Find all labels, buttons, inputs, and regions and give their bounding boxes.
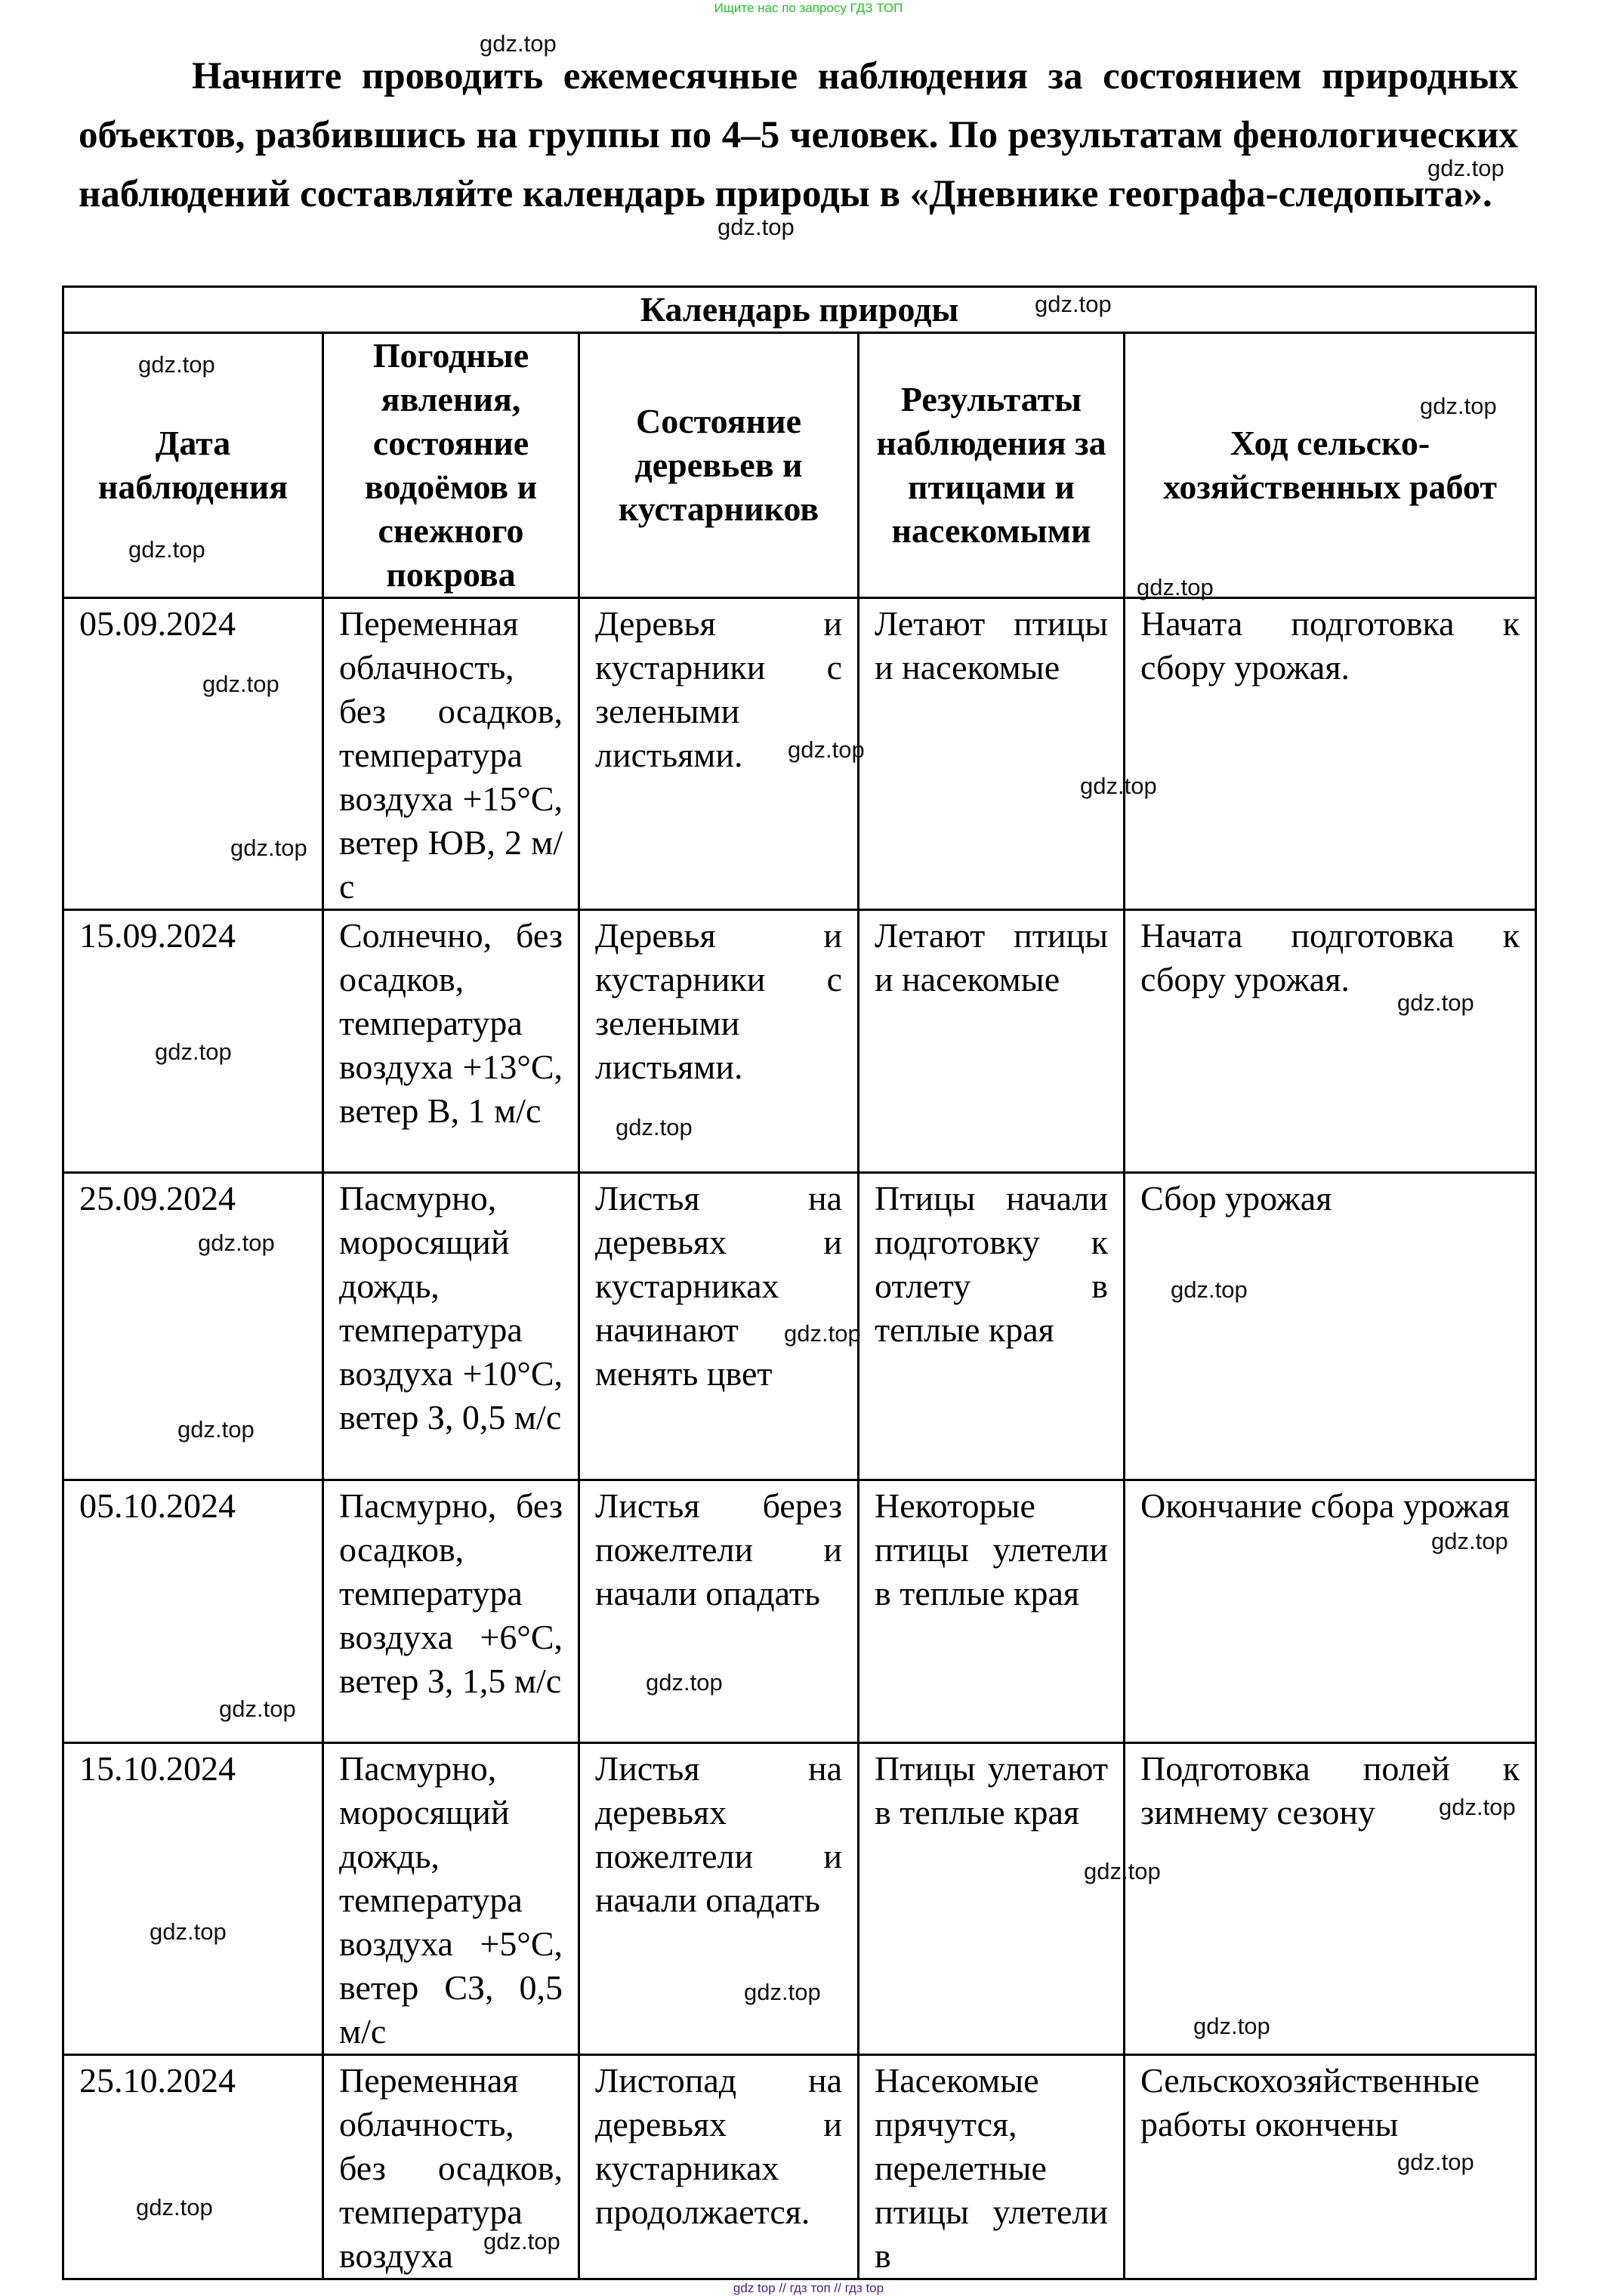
cell-birds bbox=[859, 1743, 1125, 2055]
cell-text: Пасмурно, моросящий дождь, температура воздуха +10°C, ветер З, 0,5 м/с bbox=[339, 1179, 563, 1437]
watermark: gdz.top bbox=[1397, 2149, 1474, 2175]
cell-text: Окончание сбора урожая bbox=[1140, 1486, 1511, 1525]
watermark: gdz.top bbox=[1427, 155, 1504, 181]
watermark: gdz.top bbox=[1035, 291, 1112, 317]
cell-text: Листья на деревьях и кустарниках начинают менять цвет bbox=[595, 1179, 842, 1393]
cell-birds bbox=[859, 910, 1125, 1173]
watermark: gdz.top bbox=[1193, 2013, 1270, 2039]
watermark: gdz.top bbox=[150, 1918, 227, 1945]
cell-text: 05.09.2024 bbox=[79, 604, 236, 643]
cell-birds bbox=[859, 1173, 1125, 1480]
cell-text: Сбор урожая bbox=[1140, 1179, 1332, 1217]
cell-weather bbox=[323, 598, 579, 910]
cell-text: Сельскохозяйственные работы окончены bbox=[1140, 2061, 1480, 2143]
cell-text: Листья на деревьях пожелтели и начали опадать bbox=[595, 1749, 842, 1919]
watermark: gdz.top bbox=[717, 214, 795, 240]
watermark: gdz.top bbox=[128, 536, 205, 563]
cell-text: Летают птицы и насекомые bbox=[875, 604, 1108, 687]
header-date: Дата наблюдения bbox=[63, 333, 323, 598]
cell-trees bbox=[579, 2055, 859, 2279]
watermark: gdz.top bbox=[177, 1416, 255, 1443]
header-weather: Погодные явления, состояние водоёмов и снежного покрова bbox=[323, 333, 579, 598]
search-banner[interactable]: Ищите нас по запросу ГДЗ ТОП bbox=[714, 1, 903, 15]
cell-weather bbox=[323, 1173, 579, 1480]
watermark: gdz.top bbox=[788, 736, 865, 763]
table-row bbox=[63, 2055, 1536, 2279]
watermark: gdz.top bbox=[784, 1320, 861, 1347]
table-title: Календарь природы bbox=[63, 287, 1536, 333]
cell-farm bbox=[1125, 598, 1536, 910]
watermark: gdz.top bbox=[1080, 773, 1157, 799]
cell-farm bbox=[1125, 1173, 1536, 1480]
watermark: gdz.top bbox=[1137, 574, 1214, 600]
cell-text: Некоторые птицы улетели в теплые края bbox=[875, 1486, 1108, 1612]
cell-birds bbox=[859, 2055, 1125, 2279]
cell-text: Солнечно, без осадков, температура воздуха +13°C, ветер В, 1 м/с bbox=[339, 916, 563, 1130]
cell-text: Пасмурно, без осадков, температура воздуха +6°C, ветер З, 1,5 м/с bbox=[339, 1486, 563, 1700]
table-row bbox=[63, 910, 1536, 1173]
cell-text: Переменная облачность, без осадков, температура воздуха bbox=[339, 2061, 563, 2275]
table-row bbox=[63, 1743, 1536, 2055]
cell-weather bbox=[323, 1743, 579, 2055]
cell-trees bbox=[579, 1480, 859, 1743]
header-trees: Состояние деревьев и кустарников bbox=[579, 333, 859, 598]
watermark: gdz.top bbox=[230, 835, 307, 861]
cell-text: 15.09.2024 bbox=[79, 916, 236, 955]
cell-date bbox=[63, 2055, 323, 2279]
watermark: gdz.top bbox=[1171, 1276, 1248, 1303]
cell-text: 25.09.2024 bbox=[79, 1179, 236, 1217]
watermark: gdz.top bbox=[136, 2194, 213, 2220]
cell-birds bbox=[859, 598, 1125, 910]
watermark: gdz.top bbox=[198, 1230, 275, 1256]
cell-text: Листопад на деревьях и кустарниках продолжается. bbox=[595, 2061, 842, 2231]
cell-text: Начата подготовка к сбору урожая. bbox=[1140, 604, 1520, 687]
cell-weather bbox=[323, 1480, 579, 1743]
header-birds: Результаты наблюдения за птицами и насекомыми bbox=[859, 333, 1125, 598]
watermark: gdz.top bbox=[1431, 1528, 1508, 1554]
watermark: gdz.top bbox=[616, 1114, 693, 1140]
watermark: gdz.top bbox=[1397, 989, 1474, 1016]
watermark: gdz.top bbox=[1420, 393, 1497, 419]
watermark: gdz.top bbox=[480, 30, 557, 57]
cell-text: Начата подготовка к сбору урожая. bbox=[1140, 916, 1520, 998]
footer-links[interactable]: gdz top // гдз топ // гдз top bbox=[733, 2281, 884, 2295]
watermark: gdz.top bbox=[744, 1979, 821, 2005]
cell-text: Насекомые прячутся, перелетные птицы улетели в bbox=[875, 2061, 1108, 2275]
watermark: gdz.top bbox=[138, 351, 215, 378]
cell-farm bbox=[1125, 1480, 1536, 1743]
cell-text: Переменная облачность, без осадков, температура воздуха +15°C, ветер ЮВ, 2 м/с bbox=[339, 604, 563, 906]
watermark: gdz.top bbox=[155, 1038, 232, 1065]
watermark: gdz.top bbox=[646, 1669, 723, 1696]
cell-text: Птицы улетают в теплые края bbox=[875, 1749, 1108, 1832]
cell-date bbox=[63, 1743, 323, 2055]
intro-text: Начните проводить ежемесячные наблюдения за состоянием природных объектов, разбившись на группы по 4–5 человек. По результатам фенологических наблюдений составляйте календарь природы в «Дневнике географа-следопыта». bbox=[79, 55, 1518, 215]
watermark: gdz.top bbox=[219, 1696, 296, 1722]
task-text bbox=[79, 47, 1518, 224]
watermark: gdz.top bbox=[1084, 1858, 1161, 1884]
watermark: gdz.top bbox=[483, 2228, 560, 2254]
cell-text: Подготовка полей к зимнему сезону bbox=[1140, 1749, 1520, 1832]
watermark: gdz.top bbox=[1439, 1794, 1516, 1820]
cell-farm bbox=[1125, 910, 1536, 1173]
cell-farm bbox=[1125, 2055, 1536, 2279]
cell-text: 25.10.2024 bbox=[79, 2061, 236, 2100]
cell-text: Летают птицы и насекомые bbox=[875, 916, 1108, 998]
watermark: gdz.top bbox=[202, 671, 279, 697]
cell-text: Деревья и кустарники с зелеными листьями. bbox=[595, 604, 842, 774]
cell-weather bbox=[323, 910, 579, 1173]
cell-text: Птицы начали подготовку к отлету в теплые края bbox=[875, 1179, 1108, 1349]
cell-birds bbox=[859, 1480, 1125, 1743]
cell-text: Деревья и кустарники с зелеными листьями. bbox=[595, 916, 842, 1086]
cell-farm bbox=[1125, 1743, 1536, 2055]
cell-date bbox=[63, 598, 323, 910]
cell-text: 15.10.2024 bbox=[79, 1749, 236, 1788]
header-row bbox=[63, 333, 1536, 598]
cell-trees bbox=[579, 1743, 859, 2055]
cell-text: Листья берез пожелтели и начали опадать bbox=[595, 1486, 842, 1612]
header-farm: Ход сельско-хозяйственных работ bbox=[1125, 333, 1536, 598]
cell-text: 05.10.2024 bbox=[79, 1486, 236, 1525]
cell-text: Пасмурно, моросящий дождь, температура воздуха +5°C, ветер СЗ, 0,5 м/с bbox=[339, 1749, 563, 2051]
